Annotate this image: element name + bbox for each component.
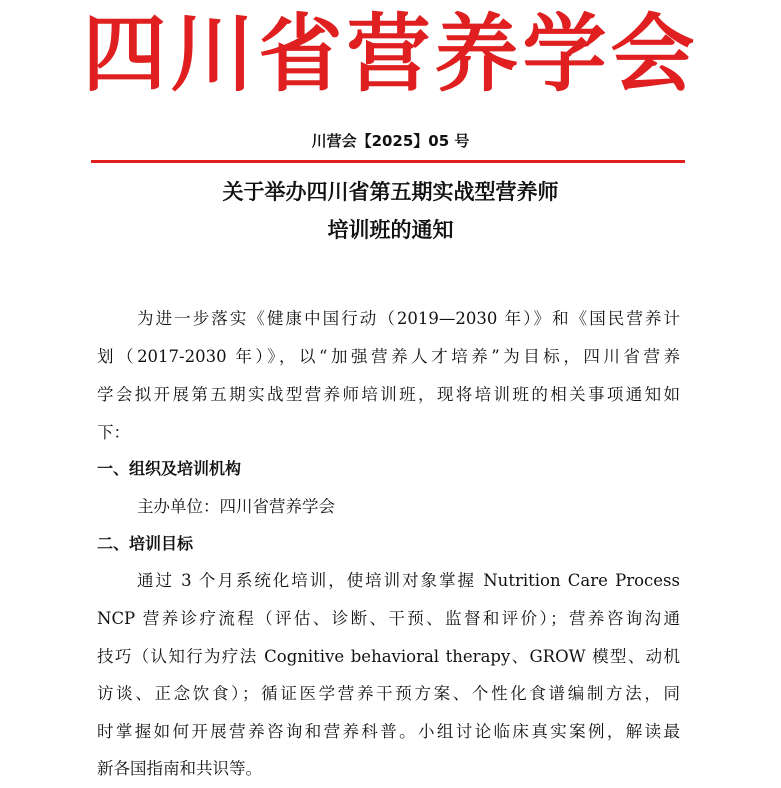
notice-title-line-2: 培训班的通知: [327, 217, 454, 242]
goal-line-4: 访谈、正念饮食）；循证医学营养干预方案、个性化食谱编制方法，同: [97, 684, 680, 703]
document-number: 川营会【2025】05 号: [311, 132, 470, 150]
masthead-divider: [91, 160, 685, 163]
intro-line-2: 划（2017-2030 年）》，以“加强营养人才培养”为目标，四川省营养: [97, 347, 680, 366]
goal-line-3: 技巧（认知行为疗法 Cognitive behavioral therapy、GROW 模型、动机: [97, 647, 680, 666]
goal-line-1: 通过 3 个月系统化培训，使培训对象掌握 Nutrition Care Process: [137, 571, 680, 590]
notice-title-line-1: 关于举办四川省第五期实战型营养师: [222, 179, 559, 204]
intro-line-1: 为进一步落实《健康中国行动（2019—2030 年）》和《国民营养计: [137, 309, 680, 328]
goal-line-2: NCP 营养诊疗流程（评估、诊断、干预、监督和评价）；营养咨询沟通: [97, 609, 680, 628]
section-2-heading: 二、培训目标: [97, 534, 194, 553]
intro-line-4: 下：: [97, 423, 130, 442]
goal-line-6: 新各国指南和共识等。: [97, 759, 262, 778]
masthead-org-name: 四川省营养学会: [82, 5, 699, 103]
intro-line-3: 学会拟开展第五期实战型营养师培训班，现将培训班的相关事项通知如: [97, 385, 680, 404]
section-1-heading: 一、组织及培训机构: [97, 459, 242, 478]
organizer-line: 主办单位：四川省营养学会: [137, 497, 335, 516]
goal-line-5: 时掌握如何开展营养咨询和营养科普。小组讨论临床真实案例，解读最: [97, 722, 680, 741]
